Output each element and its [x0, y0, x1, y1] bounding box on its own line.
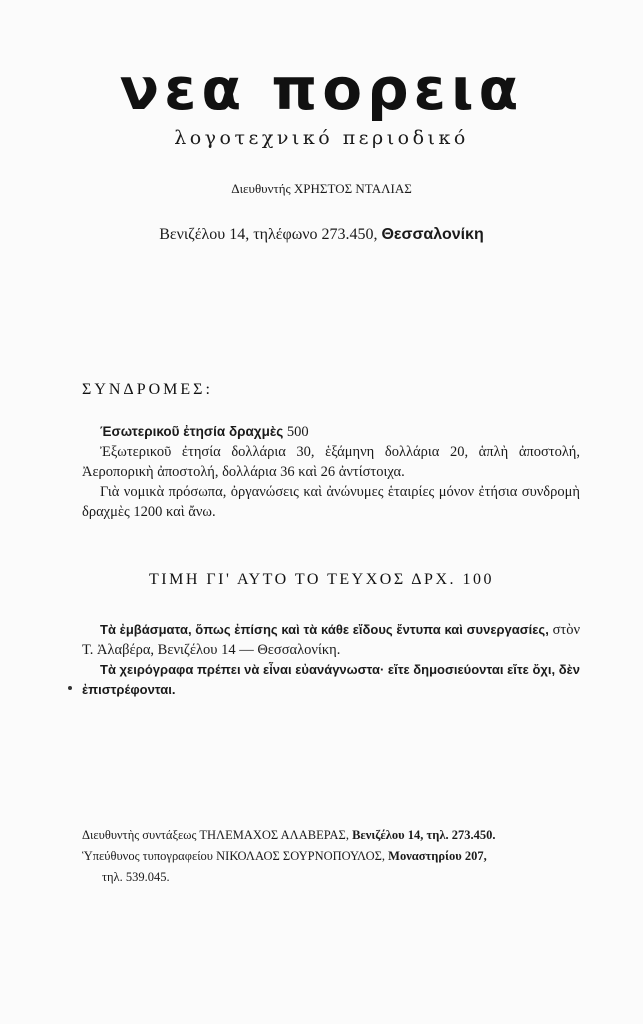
imprint-footer — [82, 825, 580, 888]
printer-label: Ὑπεύθυνος τυπογραφείου — [82, 849, 213, 863]
domestic-label: Έσωτερικοῦ ἐτησία δραχμὲς — [100, 424, 284, 439]
printer-line — [82, 846, 580, 867]
subscriptions-body — [82, 422, 580, 522]
remittance-note-plain: στὸν Τ. Ἀλαβέρα, Βενιζέλου 14 — Θεσσαλονίκη. — [82, 622, 581, 658]
address-city: Θεσσαλονίκη — [381, 226, 484, 243]
domestic-subscription — [82, 422, 580, 442]
notes-section — [82, 620, 580, 700]
foreign-subscription: Ἐξωτερικοῦ ἐτησία δολλάρια 30, ἑξάμηνη δολλάρια 20, ἁπλὴ ἀποστολή, Ἀεροπορικὴ ἀποστολή, δολλάρια 36 καὶ 26 ἀντίστοιχα. — [82, 444, 580, 480]
subscriptions-heading: ΣΥΝΔΡΟΜΕΣ: — [82, 381, 213, 398]
domestic-value: 500 — [286, 424, 309, 440]
editor-name: ΤΗΛΕΜΑΧΟΣ ΑΛΑΒΕΡΑΣ, — [199, 828, 349, 842]
remittance-note — [82, 620, 580, 660]
editor-label: Διευθυντὴς συντάξεως — [82, 828, 197, 842]
editor-line — [82, 825, 580, 846]
subtitle: λογοτεχνικό περιοδικό — [174, 127, 469, 149]
legal-entity-subscription: Γιὰ νομικὰ πρόσωπα, ὀργανώσεις καὶ ἀνώνυμες ἑταιρίες μόνον ἐτήσια συνδρομὴ δραχμὲς 1200 καὶ ἄνω. — [82, 484, 580, 520]
printer-phone: τηλ. 539.045. — [102, 870, 170, 884]
margin-dot — [68, 686, 72, 690]
address-line — [0, 226, 643, 244]
address-street: Βενιζέλου 14, τηλέφωνο 273.450, — [159, 226, 378, 243]
masthead-title: νεα πορεια — [119, 55, 524, 123]
printer-address: Μοναστηρίου 207, — [388, 849, 487, 863]
director-line: Διευθυντής ΧΡΗΣΤΟΣ ΝΤΑΛΙΑΣ — [231, 181, 412, 196]
printer-name: ΝΙΚΟΛΑΟΣ ΣΟΥΡΝΟΠΟΥΛΟΣ, — [216, 849, 386, 863]
issue-price: ΤΙΜΗ ΓΙ' ΑΥΤΟ ΤΟ ΤΕΥΧΟΣ ΔΡΧ. 100 — [148, 571, 495, 588]
remittance-note-bold: Τὰ ἐμβάσματα, ὅπως ἐπίσης καὶ τὰ κάθε εἴδους ἔντυπα καὶ συνεργασίες, — [100, 622, 549, 637]
editor-address: Βενιζέλου 14, τηλ. 273.450. — [352, 828, 496, 842]
manuscripts-note: Τὰ χειρόγραφα πρέπει νὰ εἶναι εὐανάγνωστα· εἴτε δημοσιεύονται εἴτε ὄχι, δὲν ἐπιστρέφονται. — [82, 662, 580, 697]
